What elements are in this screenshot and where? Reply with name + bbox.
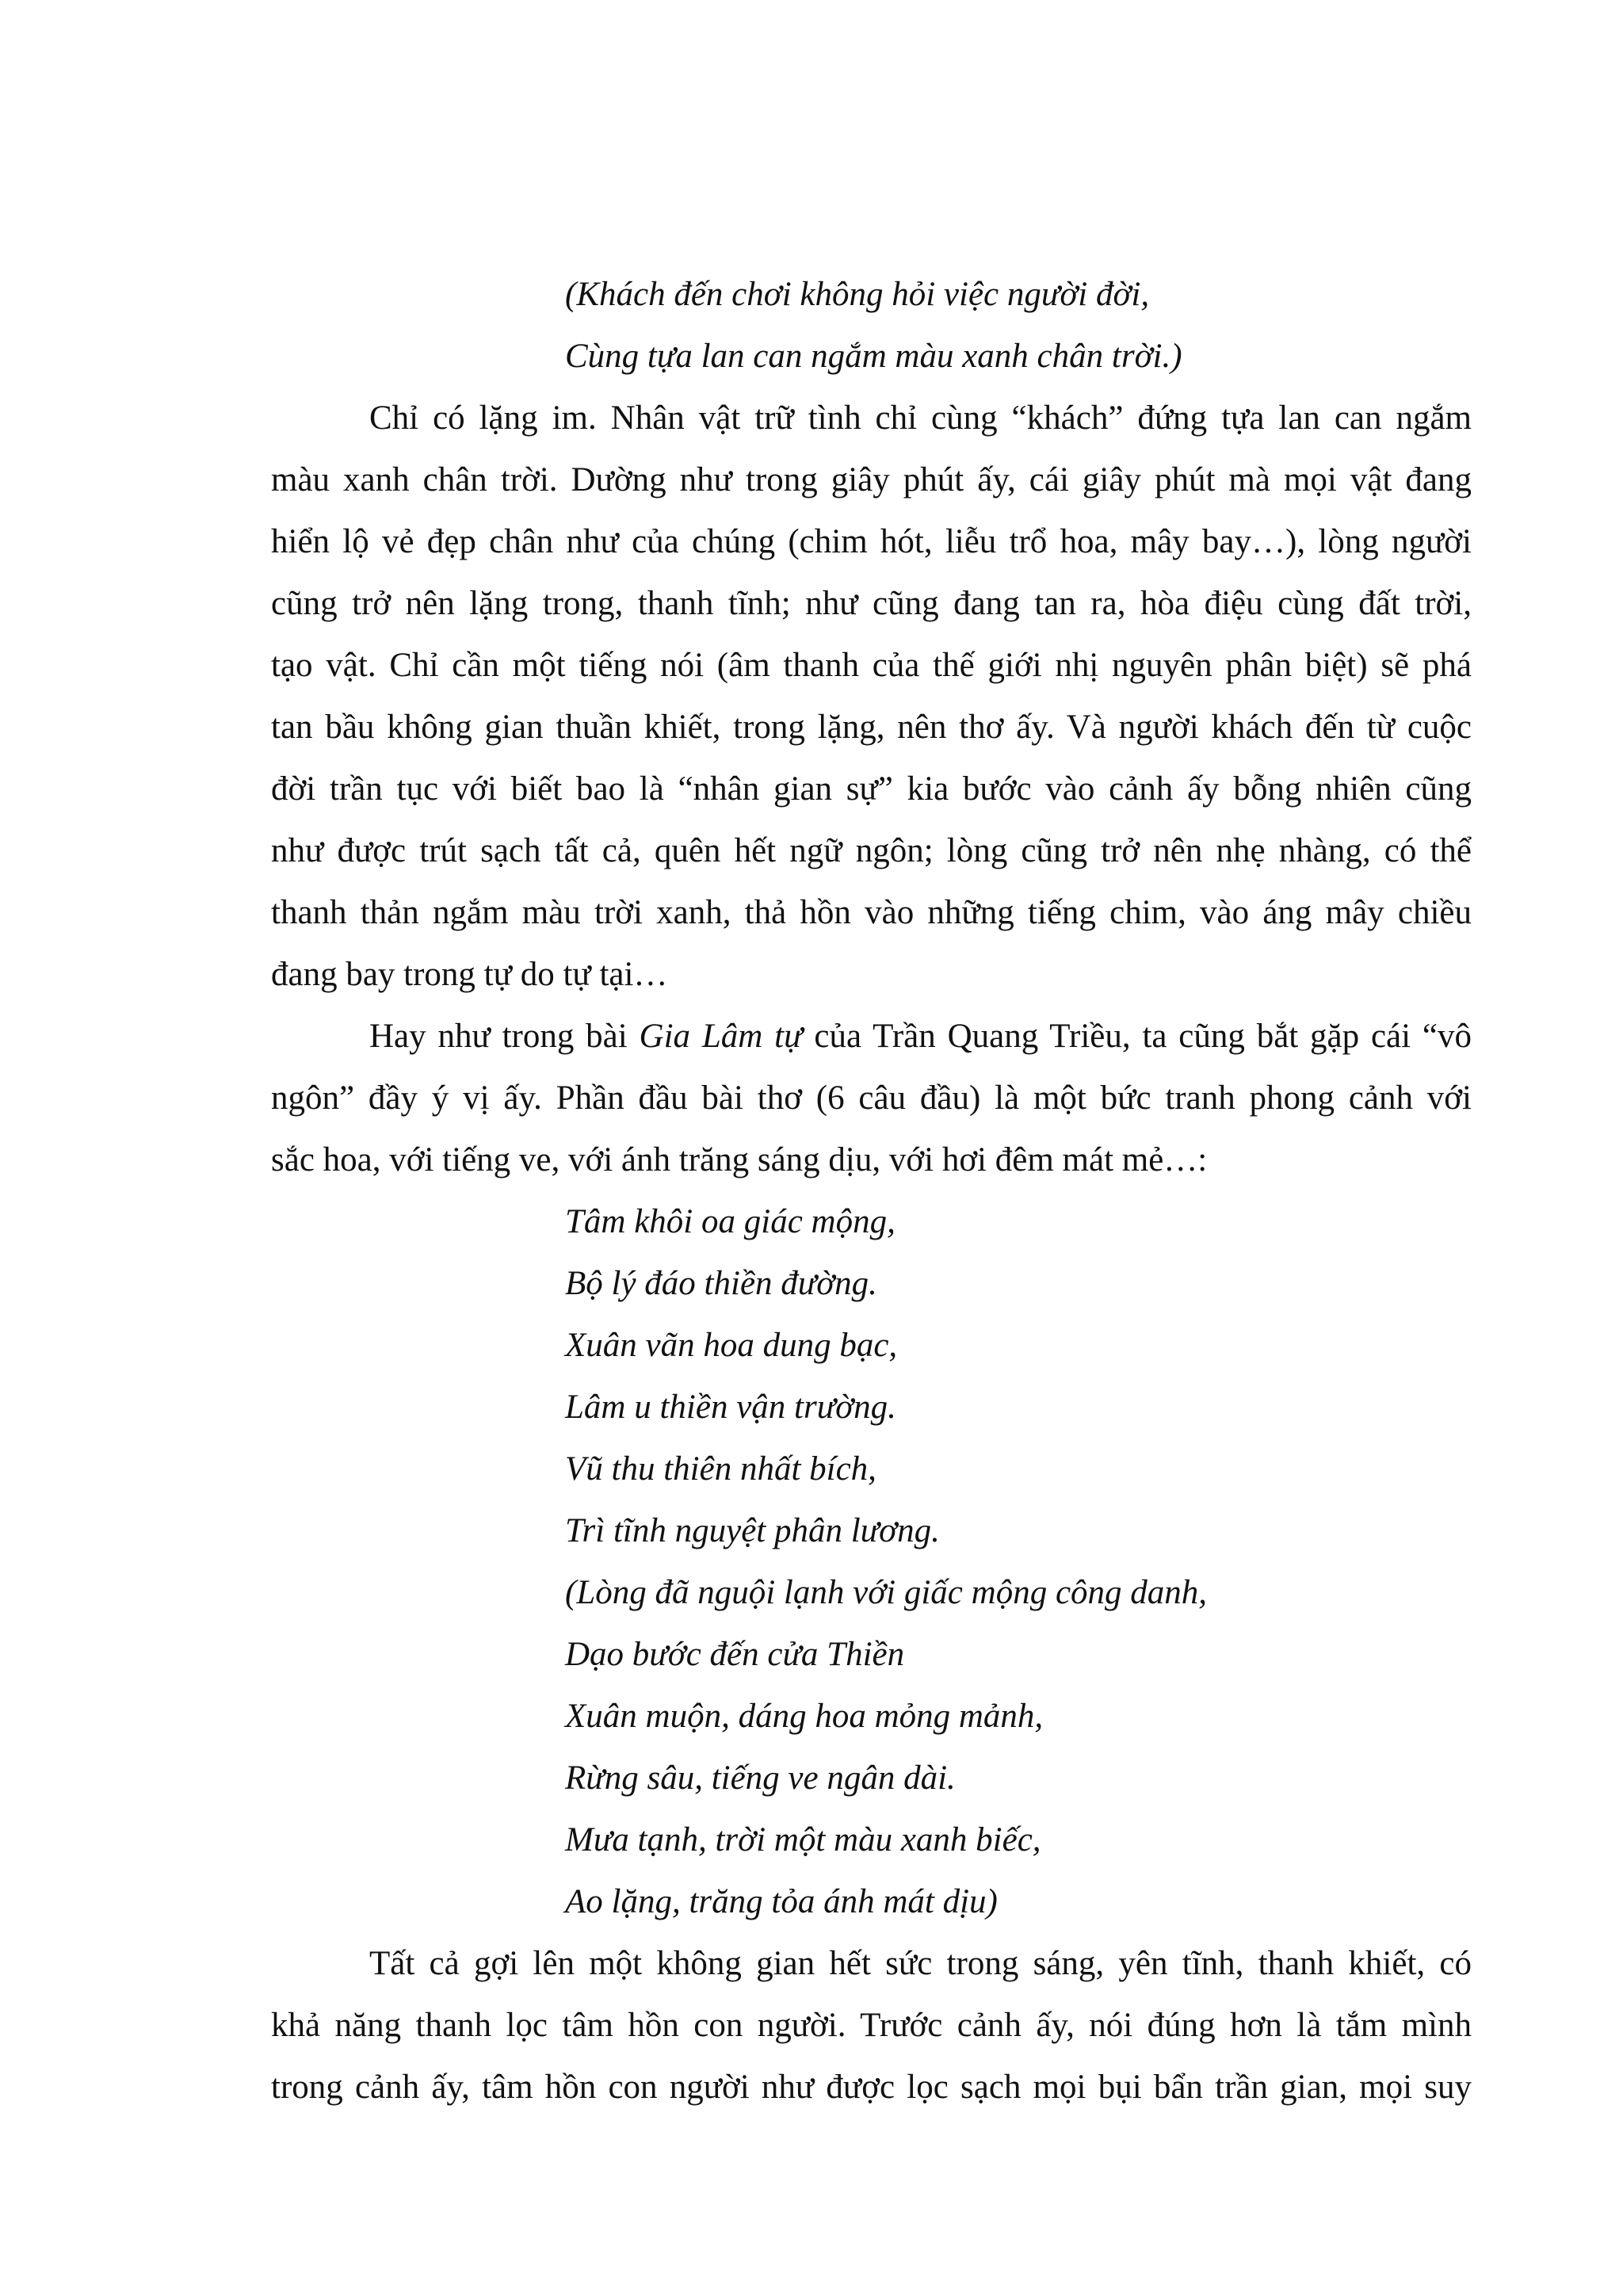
poem-translation-line-3: Xuân muộn, dáng hoa mỏng mảnh, [565,1698,1044,1735]
paragraph-2-line-2: ngôn” đầy ý vị ấy. Phần đầu bài thơ (6 câu đầu) là một bức tranh phong cảnh với [271,1079,1472,1117]
paragraph-3-line-3: trong cảnh ấy, tâm hồn con người như được lọc sạch mọi bụi bẩn trần gian, mọi suy [271,2069,1472,2106]
paragraph-2-text-before: Hay như trong bài [369,1018,640,1055]
quote-line-2: Cùng tựa lan can ngắm màu xanh chân trời.) [565,338,1182,375]
poem-original-line-2: Bộ lý đáo thiền đường. [565,1265,877,1302]
poem-translation-line-4: Rừng sâu, tiếng ve ngân dài. [565,1759,956,1797]
paragraph-1-line-6: tan bầu không gian thuần khiết, trong lặng, nên thơ ấy. Và người khách đến từ cuộc [271,709,1472,746]
poem-translation-line-2: Dạo bước đến cửa Thiền [565,1636,905,1673]
poem-original-line-5: Vũ thu thiên nhất bích, [565,1450,876,1488]
paragraph-2-line-3: sắc hoa, với tiếng ve, với ánh trăng sáng dịu, với hơi đêm mát mẻ…: [271,1141,1208,1179]
paragraph-3-line-1: Tất cả gợi lên một không gian hết sức trong sáng, yên tĩnh, thanh khiết, có [369,1945,1472,1982]
paragraph-1-line-9: thanh thản ngắm màu trời xanh, thả hồn vào những tiếng chim, vào áng mây chiều [271,894,1472,931]
poem-translation-line-5: Mưa tạnh, trời một màu xanh biếc, [565,1821,1041,1859]
poem-original-line-1: Tâm khôi oa giác mộng, [565,1203,896,1240]
paragraph-1-line-5: tạo vật. Chỉ cần một tiếng nói (âm thanh của thế giới nhị nguyên phân biệt) sẽ phá [271,647,1472,684]
poem-original-line-4: Lâm u thiền vận trường. [565,1389,896,1426]
paragraph-1-line-4: cũng trở nên lặng trong, thanh tĩnh; như cũng đang tan ra, hòa điệu cùng đất trời, [271,585,1472,622]
paragraph-2-text-after: của Trần Quang Triều, ta cũng bắt gặp cái “vô [802,1018,1472,1055]
paragraph-1-line-7: đời trần tục với biết bao là “nhân gian sự” kia bước vào cảnh ấy bỗng nhiên cũng [271,770,1472,808]
poem-title: Gia Lâm tự [639,1018,803,1055]
paragraph-1-line-8: như được trút sạch tất cả, quên hết ngữ ngôn; lòng cũng trở nên nhẹ nhàng, có thể [271,832,1472,869]
paragraph-1-line-1: Chỉ có lặng im. Nhân vật trữ tình chỉ cùng “khách” đứng tựa lan can ngắm [369,399,1472,437]
paragraph-2-line-1 [369,1016,1472,1057]
paragraph-1-line-2: màu xanh chân trời. Dường như trong giây phút ấy, cái giây phút mà mọi vật đang [271,461,1472,499]
poem-original-line-3: Xuân vãn hoa dung bạc, [565,1327,898,1364]
paragraph-1-line-3: hiển lộ vẻ đẹp chân như của chúng (chim hót, liễu trổ hoa, mây bay…), lòng người [271,523,1472,560]
poem-translation-line-1: (Lòng đã nguội lạnh với giấc mộng công danh, [565,1574,1208,1611]
poem-original-line-6: Trì tĩnh nguyệt phân lương. [565,1512,940,1549]
paragraph-1-line-10: đang bay trong tự do tự tại… [271,956,668,993]
quote-line-1: (Khách đến chơi không hỏi việc người đời, [565,276,1150,313]
poem-translation-line-6: Ao lặng, trăng tỏa ánh mát dịu) [565,1883,998,1920]
paragraph-3-line-2: khả năng thanh lọc tâm hồn con người. Trước cảnh ấy, nói đúng hơn là tắm mình [271,2007,1472,2044]
